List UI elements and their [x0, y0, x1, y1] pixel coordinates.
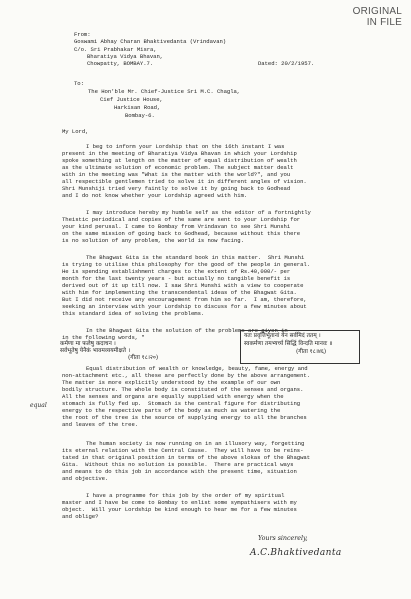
- para4-line: energy to the respective parts of the body as much as watering the: [62, 407, 281, 414]
- sanskrit-verse-right-line: स्वकर्मणा तमभ्यर्च्य सिद्धिं विन्दति मानवः ॥: [244, 341, 333, 347]
- letter-date: Dated: 20/2/1957.: [258, 60, 315, 67]
- handwritten-margin-note: equal: [30, 402, 47, 409]
- stamp-line-1: ORIGINAL: [352, 6, 402, 17]
- para5-line: and objective.: [62, 475, 109, 482]
- para1-line: spoke something at length on the matter of equal distribution of wealth: [62, 157, 297, 164]
- para1-line: Shri Munshiji tried very faintly to solve it by going back to Godhead: [62, 185, 291, 192]
- para4-intro-line: in the following words, ": [62, 334, 145, 341]
- para6-line: I have a programme for this job by the order of my spiritual: [86, 492, 285, 499]
- para4-line: the root of the tree is the source of supplying energy to all the branches: [62, 414, 307, 421]
- para3-line: derived out of it up till now. I saw Shri Munshi with a view to cooperate: [62, 282, 304, 289]
- sanskrit-verse-left-ref: (गीता १८।२०): [128, 355, 159, 361]
- para3-line: month for the last twenty years - but actually no tangible benefit is: [62, 275, 291, 282]
- para3-line: He is spending establishment charges to the extent of Rs.40,000/- per: [62, 268, 291, 275]
- para4-line: Equal distribution of wealth or knowledge, beauty, fame, energy and: [86, 365, 308, 372]
- sanskrit-verse-right-line: यतः प्रवृत्तिर्भूतानां येन सर्वमिदं ततम् ।: [244, 333, 321, 339]
- para1-line: present in the meeting of Bharatiya Vidya Bhavan in which your Lordship: [62, 150, 297, 157]
- para2-line: I may introduce hereby my humble self as the editor of a fortnightly: [86, 209, 311, 216]
- para3-line: seeking an interview with your Lordship to discuss for a few minutes about: [62, 303, 307, 310]
- para1-line: and I do not know whether your Lordship agreed with him.: [62, 192, 248, 199]
- sender-address-3: Chowpatty, BOMBAY.7.: [87, 60, 154, 67]
- recipient-address-3: Bombay-6.: [125, 112, 155, 119]
- para1-line: as the ultimate solution of economic problem. The subject matter dealt: [62, 164, 294, 171]
- para5-line: Gita. Without this no solution is possible. There are practical ways: [62, 461, 294, 468]
- para2-line: on the same mission of going back to Godhead, because without this there: [62, 230, 301, 237]
- para4-line: and leaves of the tree.: [62, 421, 139, 428]
- para2-line: Theistic periodical and copies of the same are sent to your Lordship for: [62, 216, 301, 223]
- sanskrit-verse-left-line: कर्मणा मा फलेषु कदाचन ।: [60, 341, 116, 347]
- recipient-address-2: Harkisan Road,: [114, 104, 161, 111]
- para3-line: is trying to utilise this philosophy for the good of the people in general.: [62, 261, 311, 268]
- para5-line: its eternal relation with the Central Cause. They will have to be reins-: [62, 447, 304, 454]
- recipient-address-1: Cief Justice House,: [100, 96, 163, 103]
- para4-line: All the senses and organs are equally supplied with energy when the: [62, 393, 284, 400]
- recipient-name: The Hon'ble Mr. Chief-Justice Sri M.C. Chagla,: [88, 88, 241, 95]
- para2-line: is no solution of any problem, the world is now facing.: [62, 237, 244, 244]
- para1-line: with in the meeting was "What is the matter with the world?", and you: [62, 171, 291, 178]
- para4-line: non-attachment etc., all these are perfectly done by the above arrangement.: [62, 372, 311, 379]
- para1-line: all respectible gentlemen tried to solve it in different angles of vision.: [62, 178, 307, 185]
- para1-line: I beg to inform your Lordship that on the 16th instant I was: [86, 143, 285, 150]
- sender-address-1: C/o. Sri Prabhakar Misra,: [74, 46, 157, 53]
- para4-line: bodily structure. The whole body is constituted of the senses and organs.: [62, 386, 304, 393]
- para4-line: stomach is fully fed up. Stomach is the central figure for distributing: [62, 400, 301, 407]
- para5-line: The human society is now running on in an illusory way, forgetting: [86, 440, 305, 447]
- para2-line: your kind perusal. I came to Bombay from Vrindavan to see Shri Munshi: [62, 223, 291, 230]
- closing: Yours sincerely,: [258, 534, 308, 542]
- sanskrit-verse-left-line: सर्वभूतेषु येनैकं भावमव्ययमीक्षते ।: [60, 348, 131, 354]
- sanskrit-verse-right-ref: (गीता १८।४६): [296, 349, 327, 355]
- para6-line: object. Will your Lordship be kind enough to hear me for a few minutes: [62, 506, 297, 513]
- para4-line: The matter is more explicitly understood by the example of our own: [62, 379, 281, 386]
- para3-line: this standard idea of solving the problems.: [62, 310, 205, 317]
- from-label: From:: [74, 31, 91, 38]
- salutation: My Lord,: [62, 128, 89, 135]
- para4-intro-line: In the Bhagwat Gita the solution of the problems are given in: [86, 327, 288, 334]
- sender-name: Goswami Abhay Charan Bhaktivedanta (Vrindavan): [74, 38, 227, 45]
- para6-line: and oblige?: [62, 513, 99, 520]
- para6-line: master and I have be come to Bombay to enlist some sympathisers with my: [62, 499, 297, 506]
- signature: A.C.Bhaktivedanta: [250, 548, 342, 558]
- stamp-line-2: IN FILE: [366, 17, 402, 28]
- para3-line: with him for implementing the transcendental ideas of the Bhagwat Gita.: [62, 289, 297, 296]
- para3-line: The Bhagwat Gita is the standard book in this matter. Shri Munshi: [86, 254, 305, 261]
- para5-line: tated in that original position in terms of the above slokas of the Bhagwat: [62, 454, 311, 461]
- to-label: To:: [74, 80, 84, 87]
- original-in-file-stamp: [330, 6, 402, 28]
- sender-address-2: Bharatiya Vidya Bhavan,: [87, 53, 164, 60]
- para5-line: and means to do this job in accordance with the present time, situation: [62, 468, 297, 475]
- para3-line: But I did not receive any encouragement from him so far. I am, therefore,: [62, 296, 307, 303]
